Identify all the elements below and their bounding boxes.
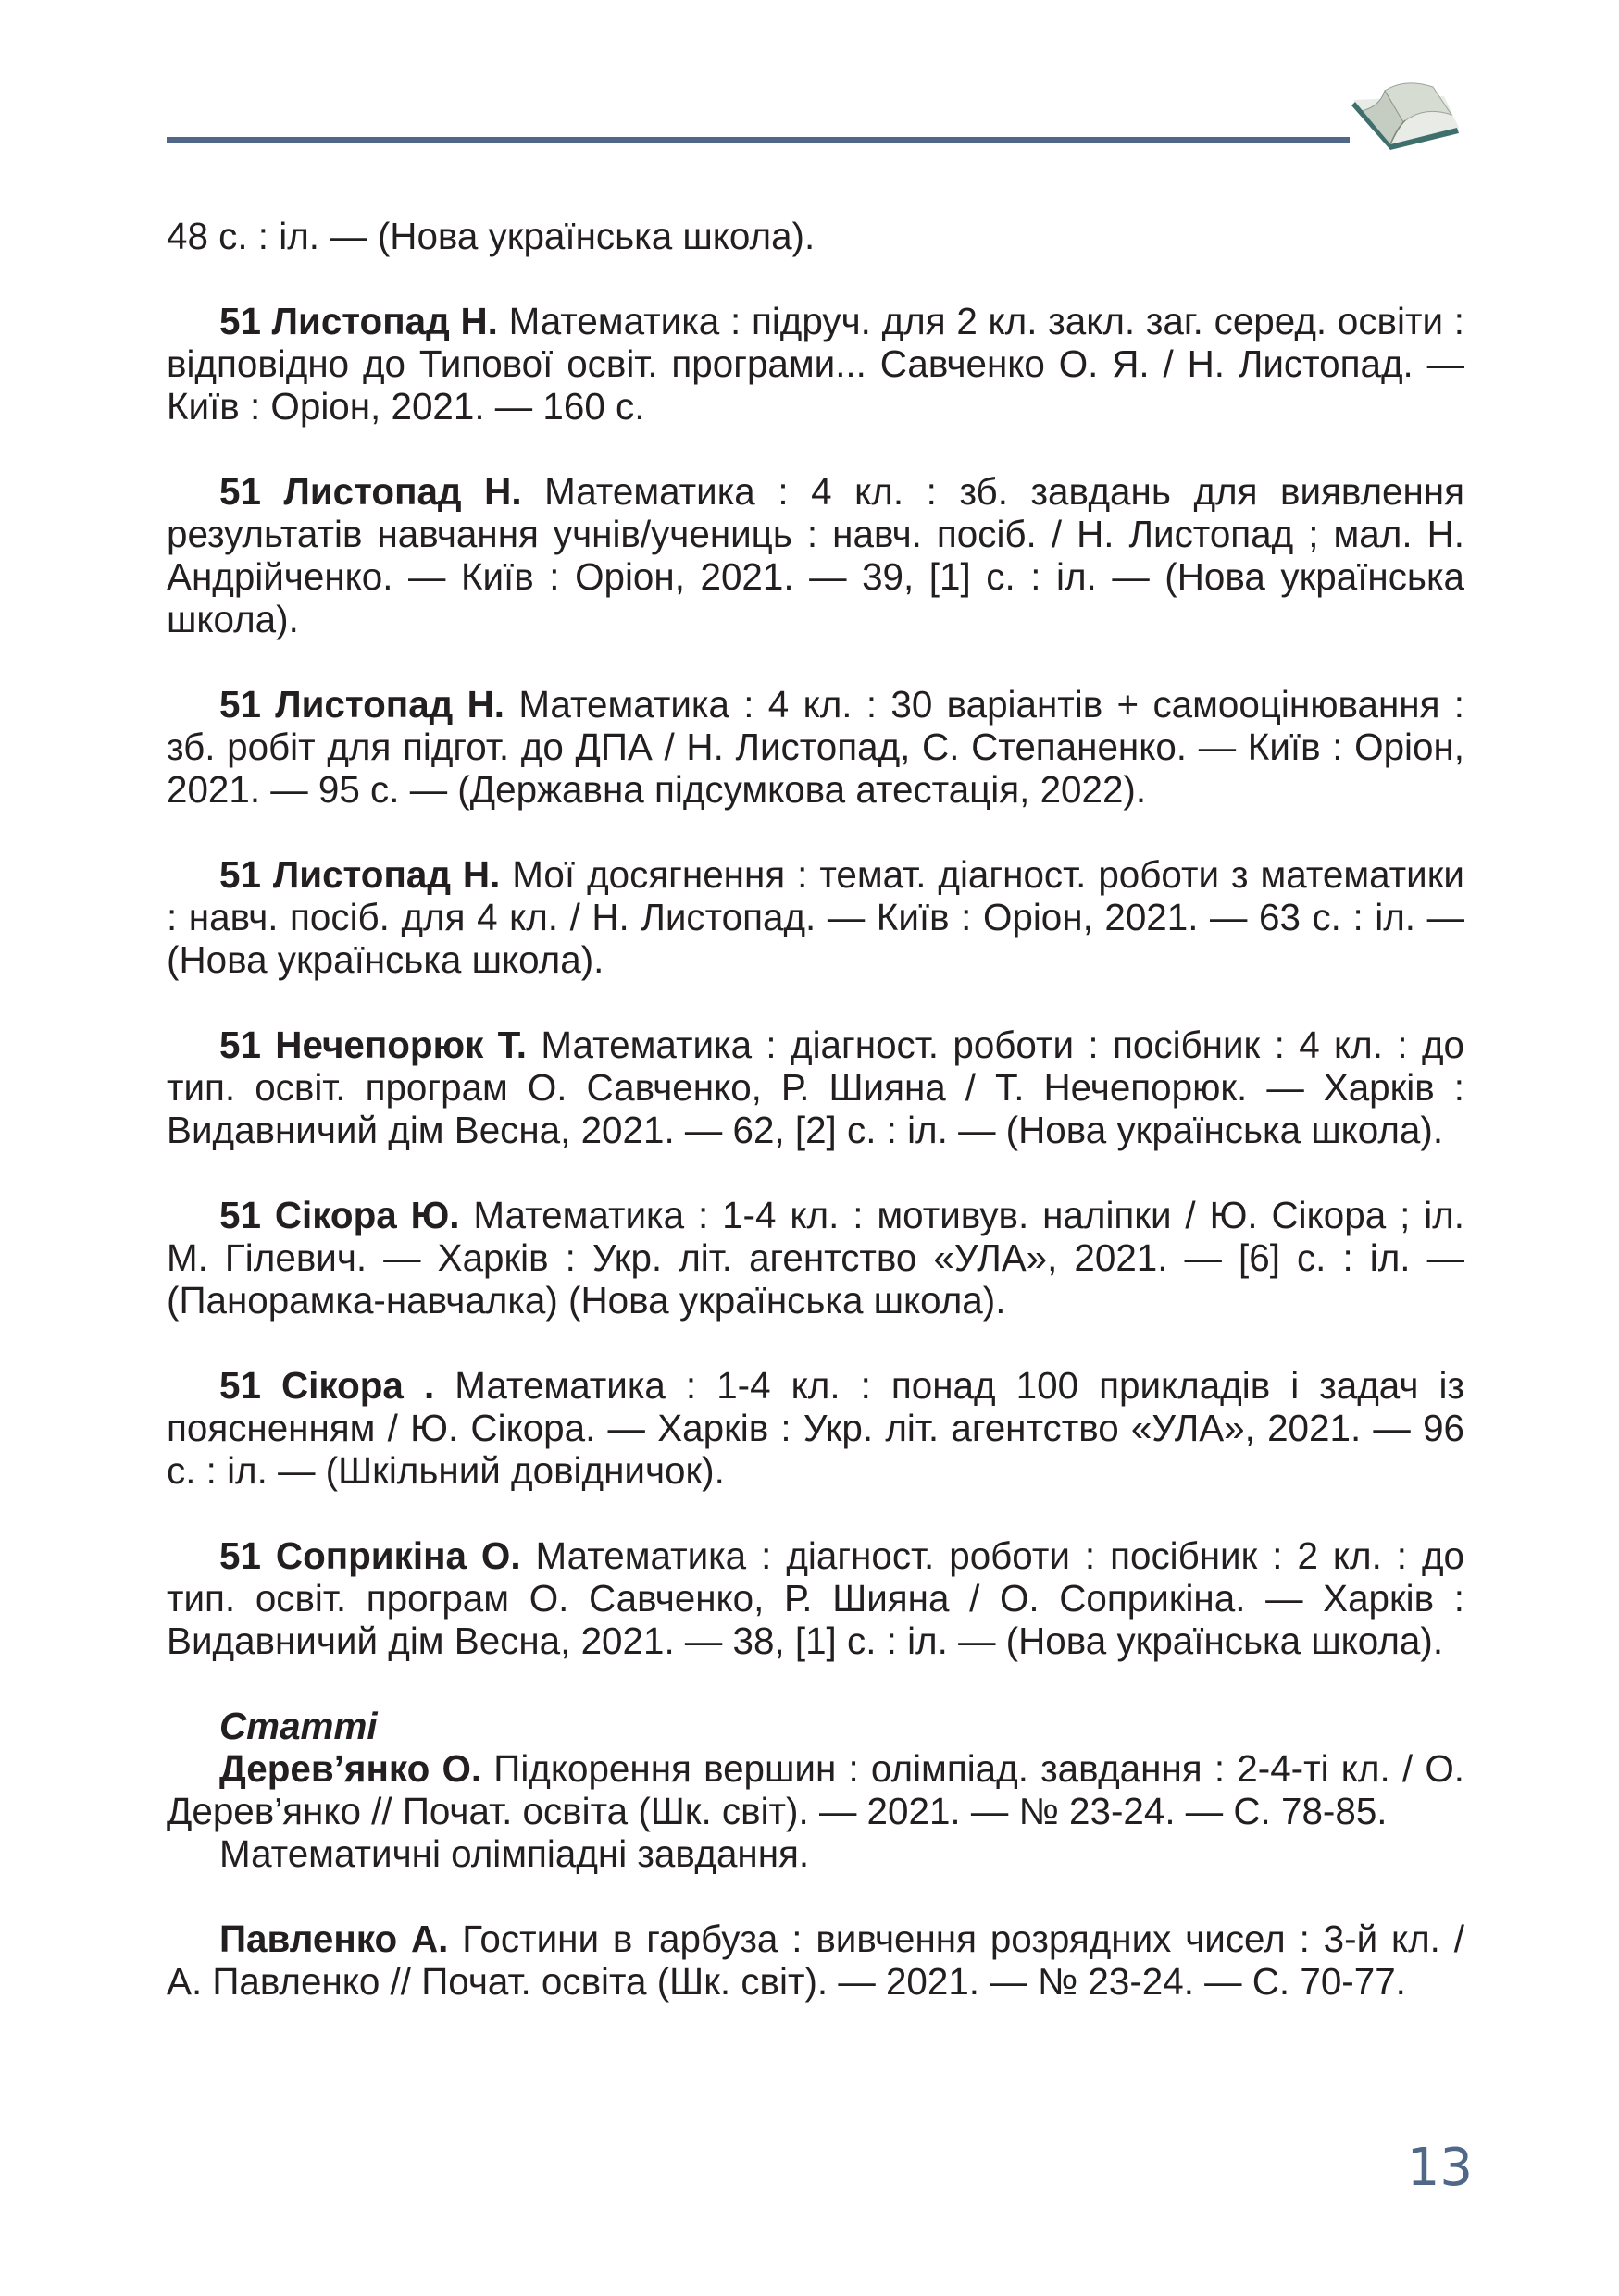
bibliography-entry (167, 683, 1464, 811)
bibliography-entry (167, 853, 1464, 981)
bibliography-entry (167, 1364, 1464, 1492)
bibliography-entry (167, 1024, 1464, 1151)
entry-author: 51 Нечепорюк Т. (219, 1024, 528, 1066)
article-text: Гостини в гарбуза : вивчення розрядних чисел : 3-й кл. / А. Павленко // Почат. освіта (Шк. світ). — 2021. — № 23-24. — С. 70-77. (167, 1917, 1464, 2003)
article-text: Підкорення вершин : олімпіад. завдання : 2-4-ті кл. / О. Дерев’янко // Почат. освіта (Шк. світ). — 2021. — № 23-24. — С. 78-85. (167, 1747, 1464, 1832)
entry-text: Математика : 4 кл. : 30 варіантів + самооцінювання : зб. робіт для підгот. до ДПА / Н. Листопад, С. Степаненко. — Київ : Оріон, 2021. — 95 с. — (Державна підсумкова атестація, 2022). (167, 683, 1464, 811)
entry-text: Математика : підруч. для 2 кл. закл. заг. серед. освіти : відповідно до Типової освіт. програми... Савченко О. Я. / Н. Листопад. — Київ : Оріон, 2021. — 160 с. (167, 300, 1464, 428)
entry-author: 51 Листопад Н. (219, 683, 505, 726)
bibliography-entry (167, 300, 1464, 428)
entry-author: 51 Соприкіна О. (219, 1534, 521, 1577)
entry-text: Математика : 1-4 кл. : мотивув. наліпки / Ю. Сікора ; іл. М. Гілевич. — Харків : Укр. літ. агентство «УЛА», 2021. — [6] с. : іл. — (Панорамка-навчалка) (Нова українська школа). (167, 1194, 1464, 1322)
open-book-icon (1348, 74, 1463, 170)
bibliography-entry (167, 470, 1464, 640)
bibliography-entry (167, 1534, 1464, 1662)
entry-text: Математика : діагност. роботи : посібник : 4 кл. : до тип. освіт. програм О. Савченко, Р. Шияна / Т. Нечепорюк. — Харків : Видавничий дім Весна, 2021. — 62, [2] с. : іл. — (Нова українська школа). (167, 1024, 1464, 1151)
header-rule (167, 137, 1350, 143)
article-author: Павленко А. (219, 1917, 449, 1960)
entry-text: Математика : 4 кл. : зб. завдань для виявлення результатів навчання учнів/учениць : навч. посіб. / Н. Листопад ; мал. Н. Андрійченко. — Київ : Оріон, 2021. — 39, [1] с. : іл. — (Нова українська школа). (167, 470, 1464, 640)
entry-text: Математика : діагност. роботи : посібник : 2 кл. : до тип. освіт. програм О. Савченко, Р. Шияна / О. Соприкіна. — Харків : Видавничий дім Весна, 2021. — 38, [1] с. : іл. — (Нова українська школа). (167, 1534, 1465, 1662)
entry-text: Мої досягнення : темат. діагност. роботи з математики : навч. посіб. для 4 кл. / Н. Листопад. — Київ : Оріон, 2021. — 63 с. : іл. — (Нова українська школа). (167, 853, 1464, 981)
article-entry (167, 1917, 1464, 2003)
intro-continuation: 48 с. : іл. — (Нова українська школа). (167, 215, 816, 257)
entry-text: Математика : 1-4 кл. : понад 100 прикладів і задач із поясненням / Ю. Сікора. — Харків : Укр. літ. агентство «УЛА», 2021. — 96 с. : іл. — (Шкільний довідничок). (167, 1364, 1464, 1492)
entry-author: 51 Листопад Н. (219, 300, 498, 342)
entry-author: 51 Сікора Ю. (219, 1194, 460, 1236)
entry-author: 51 Сікора . (219, 1364, 435, 1407)
page-number: 13 (1406, 2138, 1473, 2198)
article-author: Дерев’янко О. (219, 1747, 482, 1790)
bibliography-entry (167, 1194, 1464, 1322)
article-annotation: Математичні олімпіадні завдання. (219, 1832, 810, 1875)
entry-author: 51 Листопад Н. (219, 853, 501, 896)
articles-heading: Статті (219, 1705, 378, 1747)
article-entry (167, 1747, 1464, 1832)
entry-author: 51 Листопад Н. (219, 470, 522, 513)
bibliography-content (167, 215, 1464, 2045)
